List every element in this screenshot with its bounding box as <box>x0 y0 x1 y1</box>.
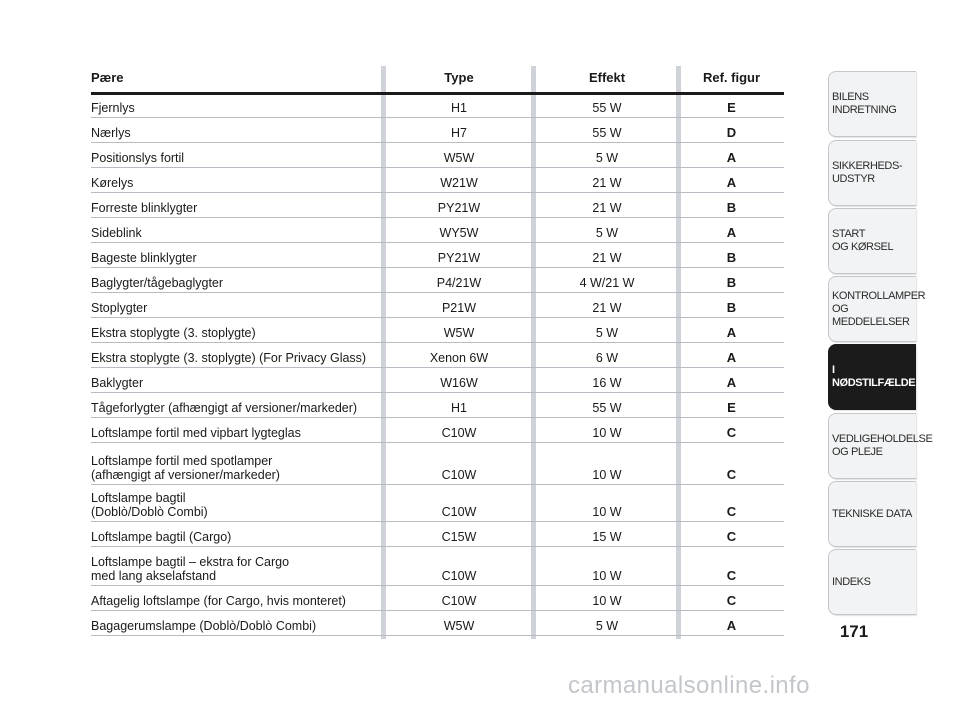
table-row <box>91 418 784 443</box>
tab-label: INDEKS <box>832 575 871 588</box>
bulb-effect: 15 W <box>592 530 622 544</box>
tab-kontrollamper[interactable] <box>828 276 926 342</box>
bulb-effect: 5 W <box>595 151 619 165</box>
tab-vedligeholdelse[interactable] <box>828 413 933 479</box>
bulb-name: Loftslampe fortil med spotlamper (afhængigt af versioner/markeder) <box>91 454 280 482</box>
bulb-effect: 10 W <box>592 505 622 519</box>
bulb-ref-figure: C <box>726 467 737 482</box>
bulb-ref-figure: A <box>726 375 737 390</box>
bulb-name: Ekstra stoplygte (3. stoplygte) <box>91 326 256 340</box>
header-effect: Effekt <box>588 70 626 85</box>
table-row <box>91 393 784 418</box>
bulb-ref-figure: E <box>727 100 736 115</box>
bulb-effect: 10 W <box>592 468 622 482</box>
bulb-name: Loftslampe fortil med vipbart lygteglas <box>91 426 301 440</box>
bulb-type: C10W <box>441 468 477 482</box>
bulb-name: Loftslampe bagtil (Cargo) <box>91 530 232 544</box>
watermark: carmanualsonline.info <box>568 672 810 699</box>
bulb-name: Baklygter <box>91 376 144 390</box>
bulb-effect: 21 W <box>592 201 622 215</box>
tab-sikkerheds[interactable] <box>828 140 916 206</box>
bulb-name: Bagagerumslampe (Doblò/Doblò Combi) <box>91 619 317 633</box>
table-row <box>91 293 784 318</box>
bulb-ref-figure: A <box>726 175 737 190</box>
bulb-effect: 55 W <box>592 126 622 140</box>
bulb-type: PY21W <box>437 251 481 265</box>
bulb-type: Xenon 6W <box>429 351 489 365</box>
bulb-type: WY5W <box>439 226 479 240</box>
bulb-effect: 55 W <box>592 101 622 115</box>
table-row <box>91 343 784 368</box>
table-row <box>91 522 784 547</box>
bulb-effect: 21 W <box>592 251 622 265</box>
table-row <box>91 118 784 143</box>
bulb-effect: 10 W <box>592 594 622 608</box>
tab-label: I NØDSTILFÆLDE <box>832 364 916 389</box>
bulb-type: C10W <box>441 505 477 519</box>
bulb-type: C10W <box>441 594 477 608</box>
tab-label: SIKKERHEDS- UDSTYR <box>832 160 903 185</box>
bulb-type: H1 <box>451 101 467 115</box>
bulb-effect: 4 W/21 W <box>579 276 635 290</box>
bulb-name: Stoplygter <box>91 301 148 315</box>
page-number: 171 <box>839 622 869 641</box>
tab-label: TEKNISKE DATA <box>832 507 912 520</box>
bulb-ref-figure: D <box>726 125 737 140</box>
bulb-type: P21W <box>441 301 477 315</box>
bulb-effect: 6 W <box>595 351 619 365</box>
bulb-ref-figure: A <box>726 225 737 240</box>
bulb-ref-figure: C <box>726 529 737 544</box>
bulb-type: H1 <box>451 401 467 415</box>
tab-bilens[interactable] <box>828 71 916 137</box>
tab-label: START OG KØRSEL <box>832 228 894 253</box>
bulb-name: Ekstra stoplygte (3. stoplygte) (For Privacy Glass) <box>91 351 367 365</box>
table-row <box>91 95 784 118</box>
bulb-name: Kørelys <box>91 176 134 190</box>
tab-label: BILENS INDRETNING <box>832 91 897 116</box>
bulb-ref-figure: A <box>726 325 737 340</box>
table-row <box>91 318 784 343</box>
bulb-ref-figure: C <box>726 593 737 608</box>
table-row <box>91 611 784 636</box>
header-bulb: Pære <box>91 70 124 85</box>
header-ref-figure: Ref. figur <box>702 70 761 85</box>
bulb-ref-figure: B <box>726 200 737 215</box>
bulb-effect: 5 W <box>595 326 619 340</box>
bulb-ref-figure: B <box>726 250 737 265</box>
table-row <box>91 243 784 268</box>
bulb-type: W21W <box>440 176 478 190</box>
table-row <box>91 368 784 393</box>
bulb-name: Fjernlys <box>91 101 135 115</box>
bulb-name: Baglygter/tågebaglygter <box>91 276 224 290</box>
bulb-ref-figure: B <box>726 275 737 290</box>
bulb-type: C15W <box>441 530 477 544</box>
bulb-name: Bageste blinklygter <box>91 251 197 265</box>
bulb-effect: 5 W <box>595 226 619 240</box>
bulb-name: Nærlys <box>91 126 131 140</box>
tab-indeks[interactable] <box>828 549 916 615</box>
bulb-type: P4/21W <box>436 276 482 290</box>
bulb-name: Forreste blinklygter <box>91 201 198 215</box>
table-row <box>91 168 784 193</box>
bulb-ref-figure: A <box>726 150 737 165</box>
bulb-ref-figure: A <box>726 618 737 633</box>
bulb-effect: 10 W <box>592 426 622 440</box>
bulb-type: C10W <box>441 426 477 440</box>
table-row <box>91 143 784 168</box>
bulb-name: Loftslampe bagtil – ekstra for Cargo med lang akselafstand <box>91 555 290 583</box>
bulb-ref-figure: B <box>726 300 737 315</box>
tab-i-nødstilfælde[interactable] <box>828 344 916 410</box>
table-row <box>91 485 784 522</box>
bulb-ref-figure: C <box>726 504 737 519</box>
header-type: Type <box>444 70 474 85</box>
tab-start[interactable] <box>828 208 916 274</box>
bulb-effect: 21 W <box>592 301 622 315</box>
tab-tekniske-data[interactable] <box>828 481 916 547</box>
bulb-name: Positionslys fortil <box>91 151 185 165</box>
bulb-effect: 10 W <box>592 569 622 583</box>
table-row <box>91 193 784 218</box>
bulb-type: W16W <box>440 376 478 390</box>
bulb-type: W5W <box>443 151 475 165</box>
bulb-effect: 16 W <box>592 376 622 390</box>
table-row <box>91 586 784 611</box>
table-header <box>91 66 784 92</box>
bulb-type: W5W <box>443 326 475 340</box>
bulb-effect: 21 W <box>592 176 622 190</box>
bulb-ref-figure: A <box>726 350 737 365</box>
bulb-name: Loftslampe bagtil (Doblò/Doblò Combi) <box>91 491 208 519</box>
table-row <box>91 268 784 293</box>
tab-label: VEDLIGEHOLDELSE OG PLEJE <box>832 433 933 458</box>
bulb-type: H7 <box>451 126 467 140</box>
table-row <box>91 443 784 485</box>
table-row <box>91 547 784 586</box>
bulb-name: Tågeforlygter (afhængigt af versioner/markeder) <box>91 401 358 415</box>
bulb-name: Aftagelig loftslampe (for Cargo, hvis monteret) <box>91 594 346 608</box>
bulb-type: PY21W <box>437 201 481 215</box>
bulb-ref-figure: C <box>726 425 737 440</box>
bulb-type: C10W <box>441 569 477 583</box>
bulb-effect: 5 W <box>595 619 619 633</box>
bulb-type: W5W <box>443 619 475 633</box>
tab-label: KONTROLLAMPER OG MEDDELELSER <box>832 289 926 328</box>
bulb-name: Sideblink <box>91 226 142 240</box>
bulb-ref-figure: E <box>727 400 736 415</box>
table-row <box>91 218 784 243</box>
bulb-ref-figure: C <box>726 568 737 583</box>
bulb-effect: 55 W <box>592 401 622 415</box>
